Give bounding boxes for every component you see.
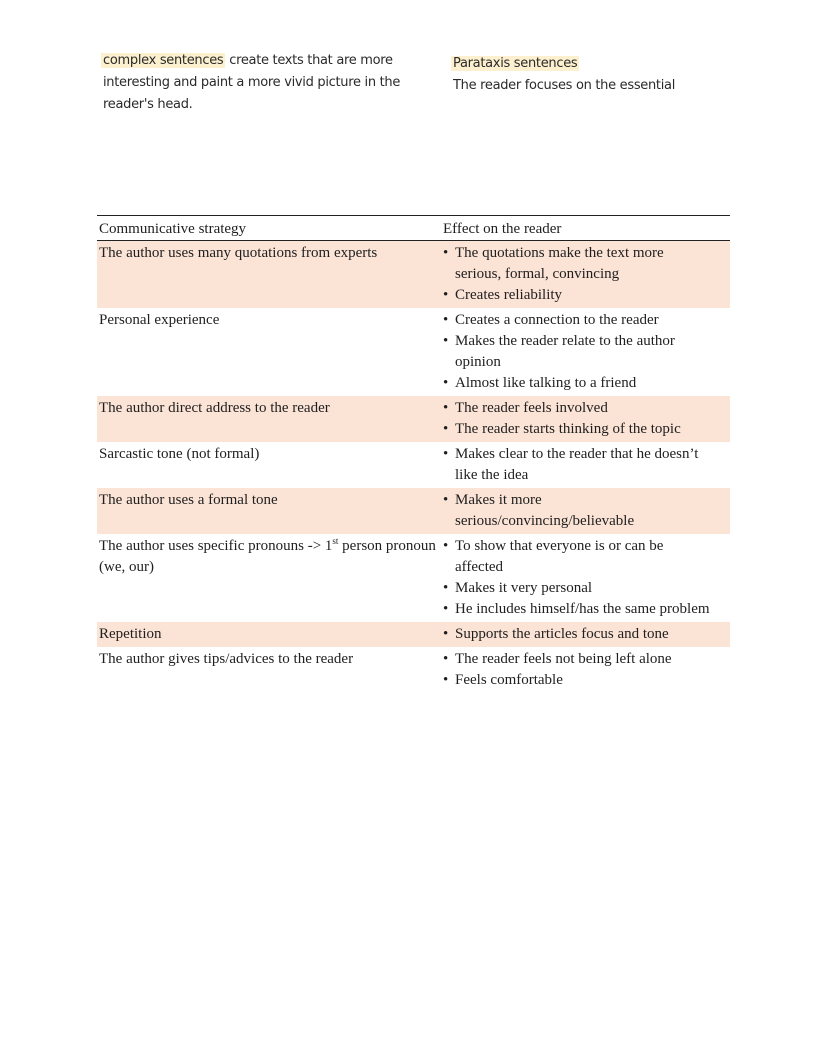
table-row [97, 488, 730, 534]
effect-cell [441, 308, 730, 396]
effect-item: • Almost like talking to a friend [443, 373, 728, 394]
table-row [97, 442, 730, 488]
column-header-effect: Effect on the reader [441, 216, 730, 241]
effect-cell [441, 647, 730, 693]
effect-item: • Makes the reader relate to the author opinion [443, 331, 728, 373]
note-line [103, 50, 403, 72]
ordinal-suffix: st [332, 536, 339, 546]
effect-item: • Makes it more serious/convincing/believable [443, 490, 728, 532]
effect-item: • The reader starts thinking of the topic [443, 419, 728, 440]
table-row [97, 308, 730, 396]
strategy-cell: The author uses many quotations from experts [97, 241, 441, 309]
table-header-row [97, 216, 730, 241]
strategy-cell: The author gives tips/advices to the reader [99, 651, 354, 667]
column-header-strategy: Communicative strategy [97, 216, 441, 241]
strategy-cell: Sarcastic tone (not formal) [99, 446, 260, 462]
table-row [97, 396, 730, 442]
strategy-cell: The author direct address to the reader [97, 396, 441, 442]
effect-item: • Creates a connection to the reader [443, 310, 728, 331]
effect-cell [441, 488, 730, 534]
table-row [97, 622, 730, 647]
effect-item: • Makes it very personal [443, 578, 728, 599]
effect-item: • He includes himself/has the same problem [443, 599, 728, 620]
effect-cell [441, 442, 730, 488]
effect-item: • The quotations make the text more serious, formal, convincing [443, 243, 728, 285]
note-parataxis-sentences [453, 53, 753, 97]
note-complex-sentences [103, 50, 403, 116]
effect-cell [441, 241, 730, 309]
note-line [453, 53, 753, 75]
strategy-cell: Personal experience [99, 312, 220, 328]
highlighted-term: complex sentences [103, 53, 224, 68]
table-row [97, 534, 730, 622]
strategy-text: person pronoun (we, our) [99, 538, 436, 575]
effect-item: • Supports the articles focus and tone [443, 624, 728, 645]
strategy-cell: Repetition [97, 622, 441, 647]
effect-item: • To show that everyone is or can be affected [443, 536, 728, 578]
effect-item: • Feels comfortable [443, 670, 728, 691]
note-text: The reader focuses on the essential [453, 78, 676, 93]
effect-cell [441, 534, 730, 622]
strategy-text: The author uses specific pronouns -> 1 [99, 538, 333, 554]
highlighted-term: Parataxis sentences [453, 56, 578, 71]
effect-cell [441, 396, 730, 442]
strategy-effect-table [97, 215, 730, 693]
effect-item: • The reader feels not being left alone [443, 649, 728, 670]
strategy-cell: The author uses a formal tone [97, 488, 441, 534]
effect-item: • Creates reliability [443, 285, 728, 306]
effect-cell [441, 622, 730, 647]
table-row [97, 241, 730, 309]
note-text: reader's head. [103, 97, 193, 112]
note-text: interesting and paint a more vivid picture in the [103, 75, 401, 90]
strategy-cell [97, 534, 441, 622]
table-row [97, 647, 730, 693]
effect-item: • Makes clear to the reader that he doesn’t like the idea [443, 444, 728, 486]
effect-item: • The reader feels involved [443, 398, 728, 419]
note-text: create texts that are more [225, 53, 393, 68]
